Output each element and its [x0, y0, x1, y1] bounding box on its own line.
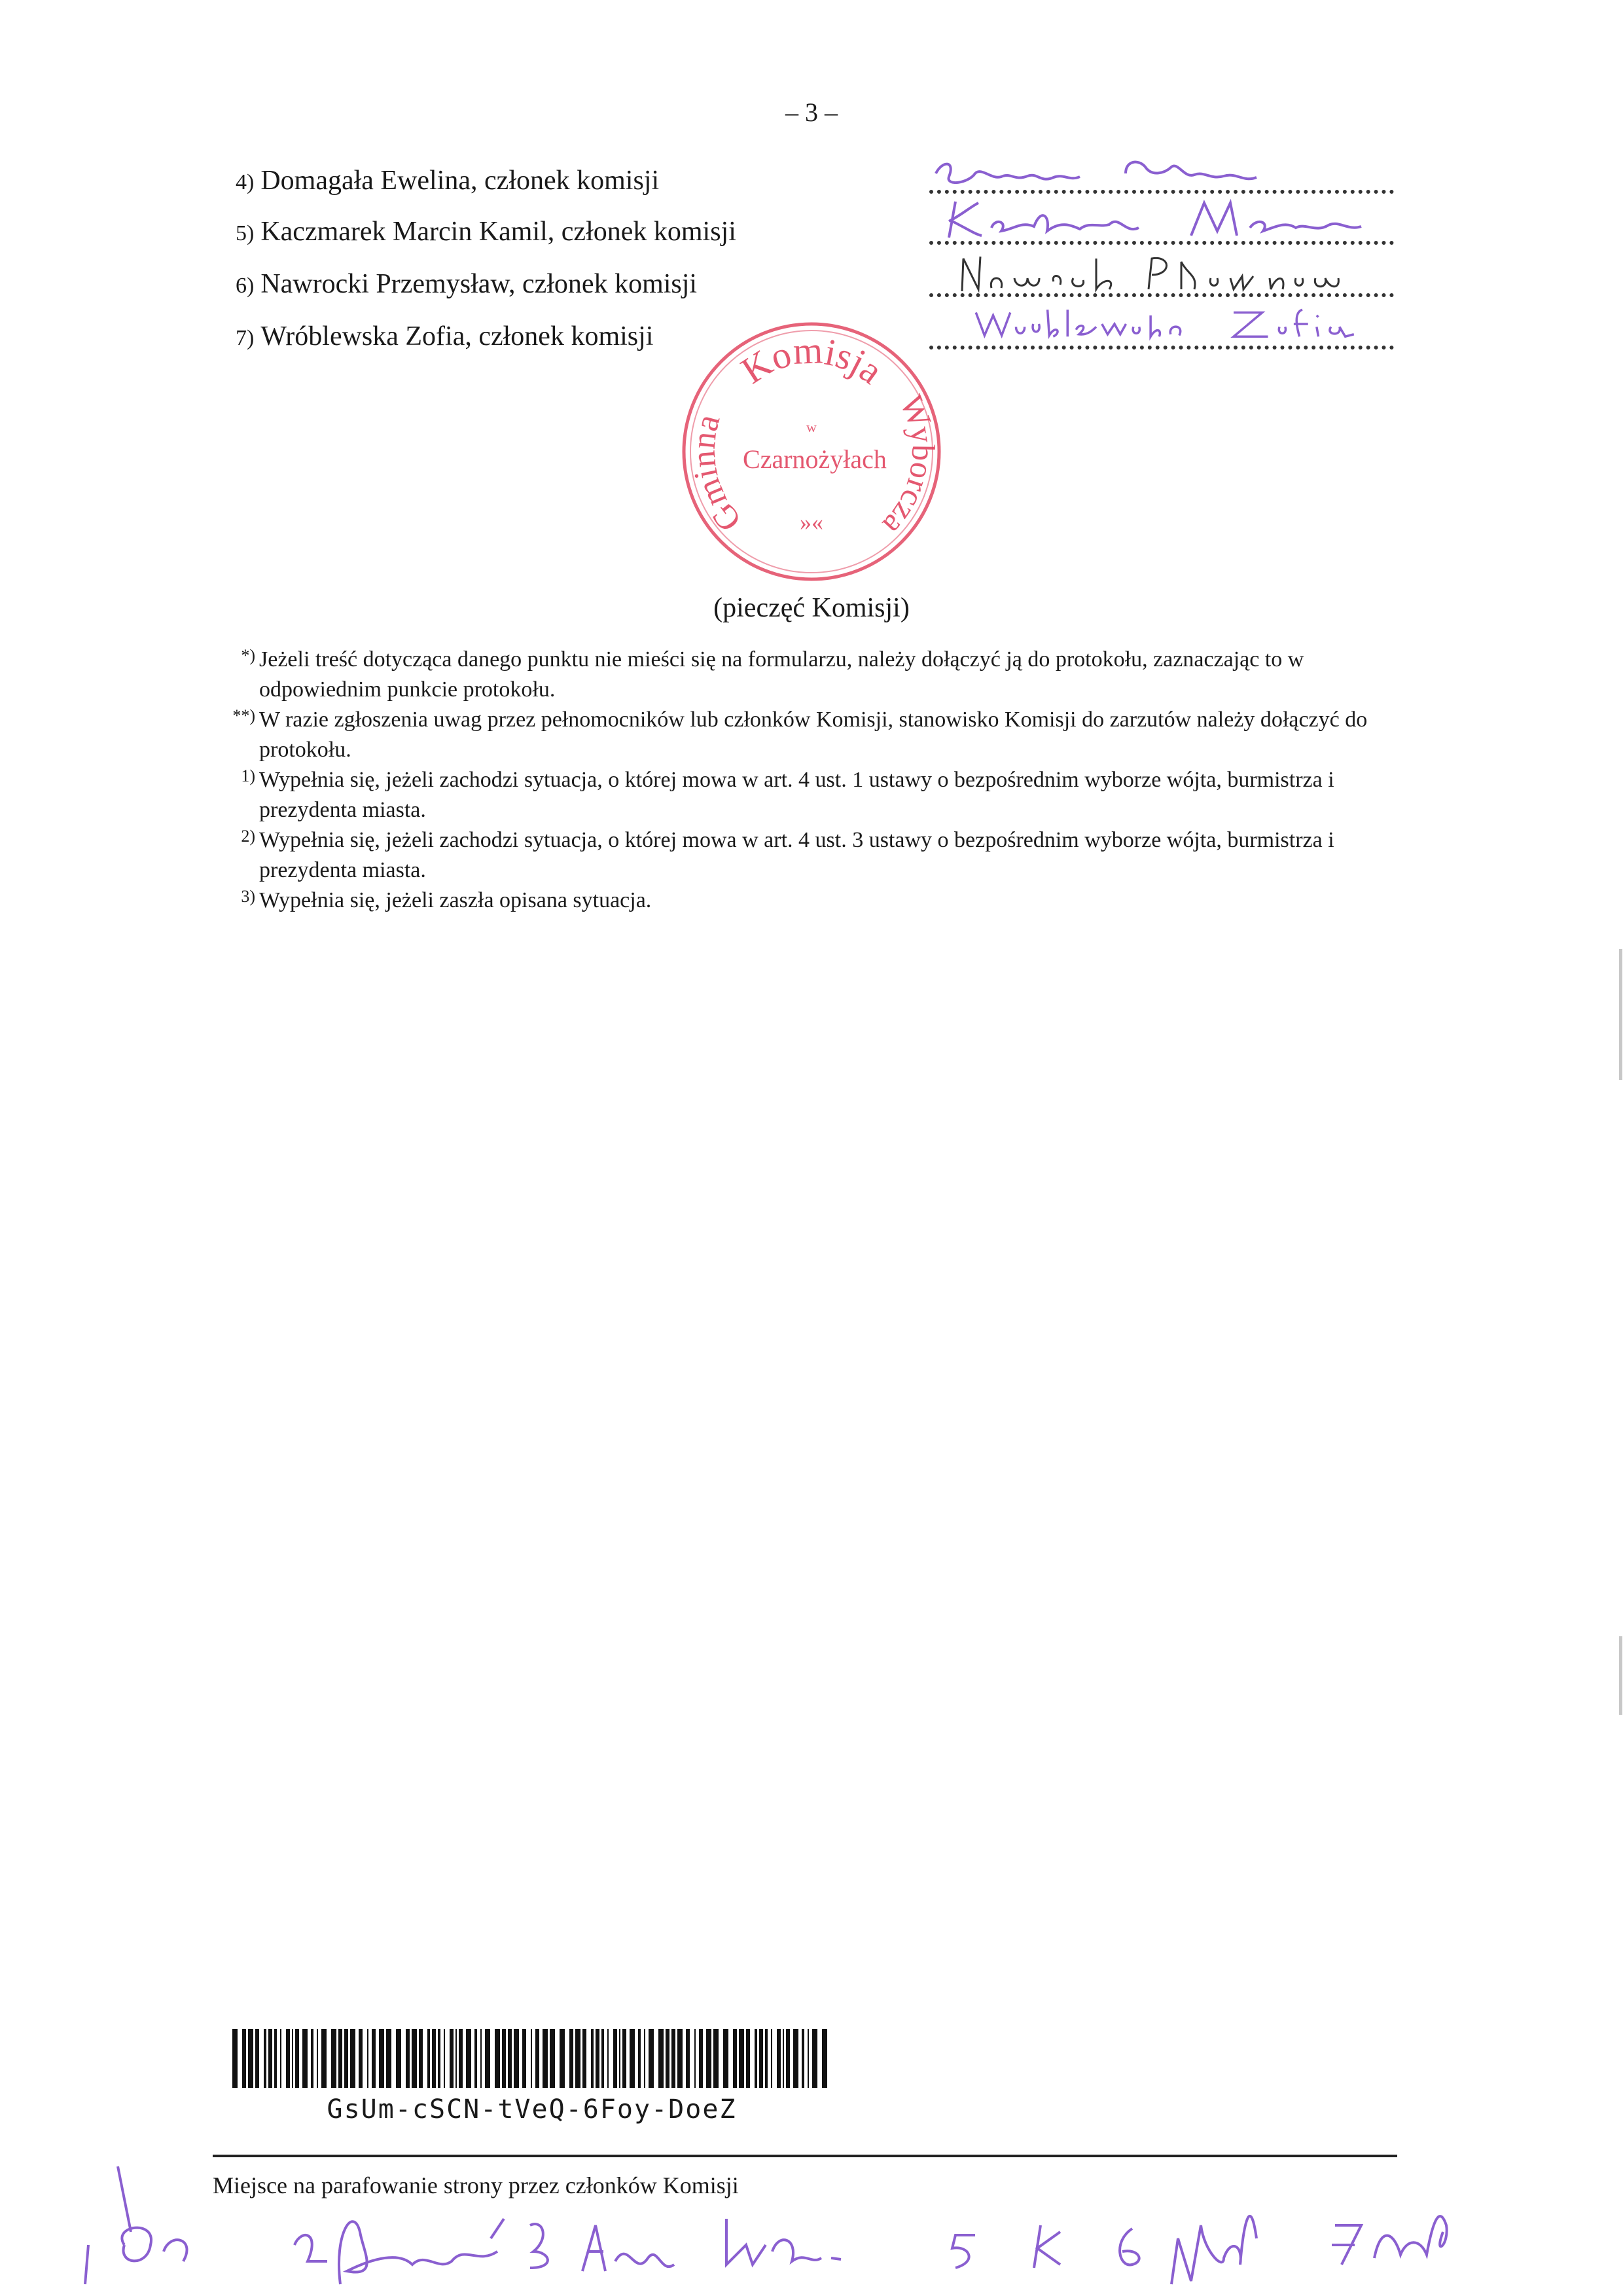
barcode-bar [560, 2029, 565, 2088]
signature-domagala [929, 147, 1400, 193]
barcode-bar [783, 2029, 784, 2088]
barcode-bar [379, 2029, 384, 2088]
barcode-bar [746, 2029, 750, 2088]
member-number: 7) [236, 326, 255, 350]
member-row [236, 268, 697, 300]
barcode-bar [622, 2029, 626, 2088]
member-row [236, 321, 653, 352]
barcode-bar [302, 2029, 308, 2088]
footnote-text: W razie zgłoszenia uwag przez pełnomocników lub członków Komisji, stanowisko Komisji do zarzutów należy dołączyć do protokołu. [259, 708, 1368, 762]
member-row [236, 165, 659, 196]
barcode-bar [699, 2029, 703, 2088]
barcode-bar [438, 2029, 440, 2088]
barcode-bar [808, 2029, 809, 2088]
footnote-mark: **) [232, 706, 255, 725]
barcode-bar [550, 2029, 555, 2088]
footnote [229, 886, 1394, 916]
scan-margin-mark [1619, 1636, 1622, 1715]
barcode-bar [485, 2029, 490, 2088]
barcode-bar [569, 2029, 573, 2088]
initial-7 [1332, 2216, 1447, 2265]
barcode-bar [406, 2029, 410, 2088]
commission-stamp [674, 314, 949, 589]
member-number: 4) [236, 170, 255, 194]
barcode-bar [396, 2029, 401, 2088]
barcode-bar [596, 2029, 599, 2088]
barcode-bar [658, 2029, 664, 2088]
barcode-bar [591, 2029, 594, 2088]
footnote-text: Jeżeli treść dotycząca danego punktu nie mieści się na formularzu, należy dołączyć ją do protokołu, zaznaczając to w odpowiednim punkcie protokołu. [259, 647, 1304, 702]
footnote-text: Wypełnia się, jeżeli zaszła opisana sytuacja. [259, 888, 652, 912]
barcode-text: GsUm-cSCN-tVeQ-6Foy-DoeZ [327, 2094, 737, 2125]
barcode-bar [514, 2029, 519, 2088]
barcode-bar [607, 2029, 609, 2088]
barcode-bar [777, 2029, 781, 2088]
barcode-bar [765, 2029, 768, 2088]
barcode-bar [706, 2029, 711, 2088]
barcode-bar [786, 2029, 790, 2088]
stamp-caption: (pieczęć Komisji) [713, 593, 910, 623]
barcode-bar [274, 2029, 277, 2088]
barcode-bar [311, 2029, 313, 2088]
stamp-right-text: Wyborcza [876, 389, 942, 543]
member-row [236, 216, 736, 247]
barcode-bar [522, 2029, 526, 2088]
barcode-bar [264, 2029, 266, 2088]
page-number: – 3 – [785, 98, 838, 127]
footnote [229, 705, 1394, 765]
barcode-bar [601, 2029, 604, 2088]
member-number: 5) [236, 221, 255, 245]
barcode-bar [619, 2029, 620, 2088]
barcode-bar [644, 2029, 645, 2088]
barcode-bar [466, 2029, 471, 2088]
barcode-bar [802, 2029, 804, 2088]
barcode-bar [733, 2029, 737, 2088]
barcode-bar [412, 2029, 417, 2088]
signature-line [929, 241, 1394, 245]
barcode-bar [386, 2029, 391, 2088]
barcode-bar [649, 2029, 654, 2088]
barcode-bar [723, 2029, 728, 2088]
barcode-bar [295, 2029, 299, 2088]
barcode-bar [575, 2029, 580, 2088]
signature-kaczmarek [929, 195, 1400, 241]
barcode-bar [508, 2029, 512, 2088]
barcode-bar [286, 2029, 290, 2088]
barcode-bar [372, 2029, 376, 2088]
barcode-bar [242, 2029, 246, 2088]
parafowanie-label: Miejsce na parafowanie strony przez członków Komisji [213, 2172, 739, 2198]
barcode-bar [359, 2029, 363, 2088]
barcode-bar [292, 2029, 293, 2088]
barcode-bar [455, 2029, 457, 2088]
barcode-bar [630, 2029, 635, 2088]
footnote-mark: 2) [241, 827, 255, 846]
member-name: Kaczmarek Marcin Kamil, członek komisji [260, 217, 736, 247]
initial-1-scribble [118, 2166, 187, 2261]
barcode-bar [444, 2029, 445, 2088]
barcode-bar [367, 2029, 368, 2088]
footnote-text: Wypełnia się, jeżeli zachodzi sytuacja, o której mowa w art. 4 ust. 3 ustawy o bezpośrednim wyborze wójta, burmistrza i prezydenta miasta. [259, 828, 1334, 882]
member-name: Nawrocki Przemysław, członek komisji [260, 269, 698, 299]
barcode-bar [495, 2029, 500, 2088]
barcode-bar [474, 2029, 477, 2088]
member-initials [72, 2153, 1486, 2291]
barcode-bar [280, 2029, 281, 2088]
stamp-left-text: Gminna [685, 410, 749, 539]
barcode-bar [666, 2029, 669, 2088]
barcode-bar [450, 2029, 454, 2088]
footnotes [229, 645, 1394, 916]
barcode-bar [739, 2029, 744, 2088]
initial-5 [952, 2225, 1060, 2268]
signature-nawrocki [929, 249, 1400, 295]
barcode-bar [822, 2029, 827, 2088]
barcode-bar [755, 2029, 757, 2088]
barcode-bar [759, 2029, 763, 2088]
barcode-bar [344, 2029, 348, 2088]
footnote [229, 645, 1394, 705]
barcode-bar [713, 2029, 719, 2088]
barcode-bar [255, 2029, 259, 2088]
footnote-mark: 1) [241, 766, 255, 785]
initial-6 [1120, 2216, 1257, 2284]
member-name: Wróblewska Zofia, członek komisji [260, 321, 654, 351]
stamp-center-text: Czarnożyłach [743, 444, 887, 474]
svg-text:Gminna [685, 410, 749, 538]
stamp-top-text: Komisja [733, 329, 891, 393]
barcode-bar [771, 2029, 772, 2088]
footnote-mark: 3) [241, 887, 255, 906]
footnote [229, 825, 1394, 886]
barcode-bar [350, 2029, 355, 2088]
footnote [229, 765, 1394, 825]
barcode-bar [812, 2029, 817, 2088]
barcode-bar [480, 2029, 482, 2088]
barcode-bar [677, 2029, 683, 2088]
barcode-bar [268, 2029, 272, 2088]
initial-3 [530, 2224, 674, 2271]
initial-1 [85, 2245, 88, 2284]
barcode-bar [671, 2029, 675, 2088]
barcode-bar [686, 2029, 690, 2088]
barcode-bar [338, 2029, 342, 2088]
barcode-bar [321, 2029, 327, 2088]
footnote-text: Wypełnia się, jeżeli zachodzi sytuacja, o której mowa w art. 4 ust. 1 ustawy o bezpośrednim wyborze wójta, burmistrza i prezydenta miasta. [259, 768, 1334, 822]
barcode [232, 2029, 831, 2088]
barcode-bar [427, 2029, 430, 2088]
barcode-bar [459, 2029, 463, 2088]
barcode-bar [613, 2029, 617, 2088]
member-number: 6) [236, 274, 255, 298]
barcode-bar [248, 2029, 253, 2088]
barcode-bar [694, 2029, 696, 2088]
barcode-bar [793, 2029, 798, 2088]
barcode-bar [419, 2029, 423, 2088]
barcode-bar [535, 2029, 539, 2088]
barcode-bar [543, 2029, 548, 2088]
initial-2 [294, 2219, 504, 2284]
barcode-bar [582, 2029, 586, 2088]
barcode-bar [232, 2029, 238, 2088]
initial-4 [726, 2219, 841, 2265]
member-name: Domagała Ewelina, członek komisji [260, 166, 660, 196]
barcode-bar [531, 2029, 532, 2088]
barcode-bar [638, 2029, 641, 2088]
barcode-bar [317, 2029, 318, 2088]
stamp-center-small: w [806, 419, 817, 435]
stamp-bottom-mark: »« [800, 509, 823, 535]
barcode-bar [432, 2029, 436, 2088]
scan-margin-mark [1619, 949, 1622, 1080]
barcode-bar [502, 2029, 506, 2088]
signature-wroblewska [929, 301, 1400, 347]
footnote-mark: *) [241, 646, 255, 665]
barcode-bar [331, 2029, 336, 2088]
